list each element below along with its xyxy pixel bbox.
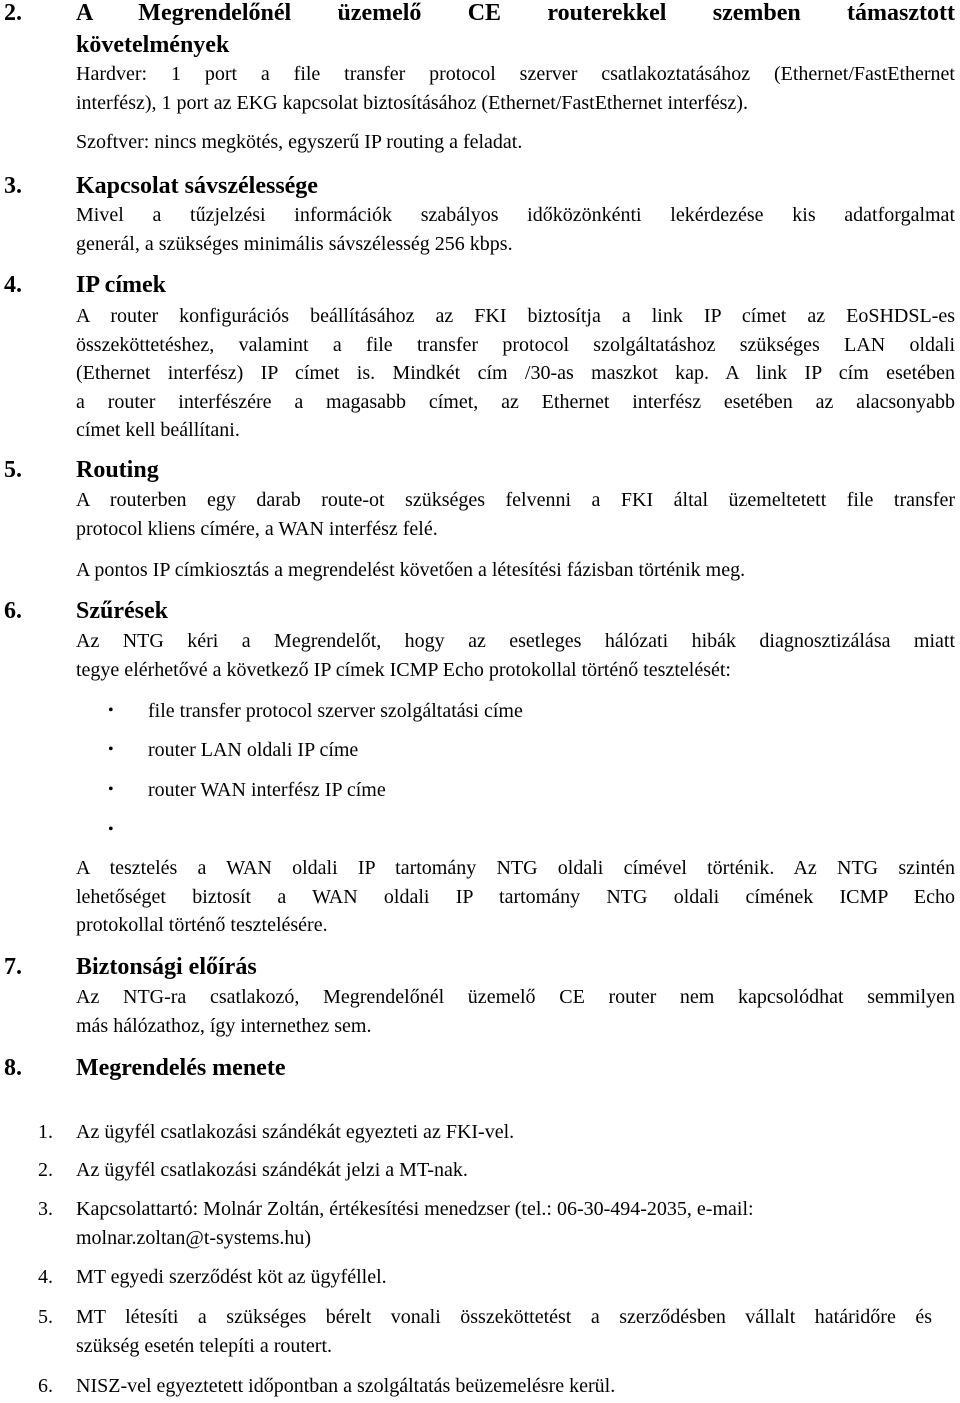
list-item: MT egyedi szerződést köt az ügyféllel. (76, 1266, 387, 1288)
list-item (76, 1195, 936, 1253)
section-6-number: 6. (4, 598, 22, 624)
s3-line-1: Mivel a tűzjelzési információk szabályos időközönkénti lekérdezése kis adatforgalmat (76, 204, 955, 226)
section-2-title-line1: A Megrendelőnél üzemelő CE routerekkel szemben támasztott (76, 0, 955, 26)
list-item: router WAN interfész IP címe (148, 779, 386, 801)
bullet-icon: • (108, 821, 114, 838)
list-number: 2. (38, 1159, 53, 1181)
section-3-number: 3. (4, 173, 22, 199)
list-item: NISZ-vel egyeztetett időpontban a szolgáltatás beüzemelésre kerül. (76, 1375, 616, 1397)
section-6-title: Szűrések (76, 598, 168, 624)
bullet-icon: • (108, 741, 114, 758)
section-7-title: Biztonsági előírás (76, 954, 257, 980)
hardware-line-1: Hardver: 1 port a file transfer protocol szerver csatlakoztatásához (Ethernet/FastEthernet (76, 63, 955, 85)
list-number: 1. (38, 1121, 53, 1143)
list-item: Az ügyfél csatlakozási szándékát egyezteti az FKI-vel. (76, 1121, 515, 1143)
section-3-body (76, 201, 955, 258)
s3-line-2: generál, a szükséges minimális sávszélesség 256 kbps. (76, 232, 513, 255)
s4-line-5: címet kell beállítani. (76, 419, 240, 442)
list-number: 4. (38, 1266, 53, 1288)
s6-test-line-2: lehetőséget biztosít a WAN oldali IP tartomány NTG oldali címének ICMP Echo (76, 885, 955, 908)
s7-line-1: Az NTG-ra csatlakozó, Megrendelőnél üzemelő CE router nem kapcsolódhat semmilyen (76, 986, 955, 1008)
section-4-body (76, 302, 955, 445)
s7-line-2: más hálózathoz, így internethez sem. (76, 1014, 372, 1037)
s5-line-2: protocol kliens címére, a WAN interfész felé. (76, 517, 438, 540)
section-6-body (76, 627, 955, 684)
section-2-hardware (76, 60, 955, 117)
section-6-testing (76, 854, 955, 940)
section-4-number: 4. (4, 272, 22, 298)
list-item: router LAN oldali IP címe (148, 739, 359, 761)
section-7-body (76, 983, 955, 1040)
s5-line-1: A routerben egy darab route-ot szükséges felvenni a FKI által üzemeltetett file transfer (76, 489, 955, 511)
list-number: 5. (38, 1306, 53, 1328)
s4-line-4: a router interfészére a magasabb címet, az Ethernet interfész esetében az alacsonyabb (76, 390, 955, 413)
list-item: file transfer protocol szerver szolgáltatási címe (148, 700, 523, 722)
list-item-line-2: szükség esetén telepíti a routert. (76, 1335, 333, 1357)
list-item-line-1: Kapcsolattartó: Molnár Zoltán, értékesítési menedzser (tel.: 06-30-494-2035, e-mail: (76, 1198, 754, 1220)
list-item (76, 1303, 936, 1361)
s4-line-1: A router konfigurációs beállításához az FKI biztosítja a link IP címet az EoSHDSL-es (76, 305, 955, 327)
section-7-number: 7. (4, 954, 22, 980)
s5-line-3: A pontos IP címkiosztás a megrendelést követően a létesítési fázisban történik meg. (76, 559, 746, 581)
section-5-note (76, 556, 955, 585)
list-item-line-1: MT létesíti a szükséges bérelt vonali összeköttetést a szerződésben vállalt határidőre és (76, 1306, 932, 1328)
section-5-body (76, 486, 955, 543)
list-item: Az ügyfél csatlakozási szándékát jelzi a MT-nak. (76, 1159, 468, 1181)
s6-test-line-1: A tesztelés a WAN oldali IP tartomány NTG oldali címével történik. Az NTG szintén (76, 857, 955, 879)
section-5-number: 5. (4, 457, 22, 483)
section-2-title-line2: követelmények (76, 32, 230, 58)
section-2-number: 2. (4, 0, 22, 26)
section-3-title: Kapcsolat sávszélessége (76, 173, 318, 199)
s6-test-line-3: protokollal történő tesztelésére. (76, 914, 328, 937)
software-line: Szoftver: nincs megkötés, egyszerű IP routing a feladat. (76, 131, 523, 153)
bullet-icon: • (108, 702, 114, 719)
bullet-icon: • (108, 781, 114, 798)
section-2-software (76, 128, 955, 157)
list-number: 6. (38, 1375, 53, 1397)
section-4-title: IP címek (76, 272, 166, 298)
list-item-line-2: molnar.zoltan@t-systems.hu) (76, 1227, 312, 1249)
s6-line-1: Az NTG kéri a Megrendelőt, hogy az esetleges hálózati hibák diagnosztizálása miatt (76, 630, 955, 652)
list-number: 3. (38, 1198, 53, 1220)
section-5-title: Routing (76, 457, 159, 483)
hardware-line-2: interfész), 1 port az EKG kapcsolat biztosításához (Ethernet/FastEthernet interfész). (76, 91, 748, 114)
s6-line-2: tegye elérhetővé a következő IP címek ICMP Echo protokollal történő tesztelését: (76, 658, 731, 681)
section-8-title: Megrendelés menete (76, 1055, 286, 1081)
s4-line-2: összeköttetéshez, valamint a file transfer protocol szolgáltatáshoz szükséges LAN oldali (76, 333, 955, 356)
s4-line-3: (Ethernet interfész) IP címet is. Mindkét cím /30-as maszkot kap. A link IP cím esetében (76, 362, 955, 385)
section-8-number: 8. (4, 1055, 22, 1081)
